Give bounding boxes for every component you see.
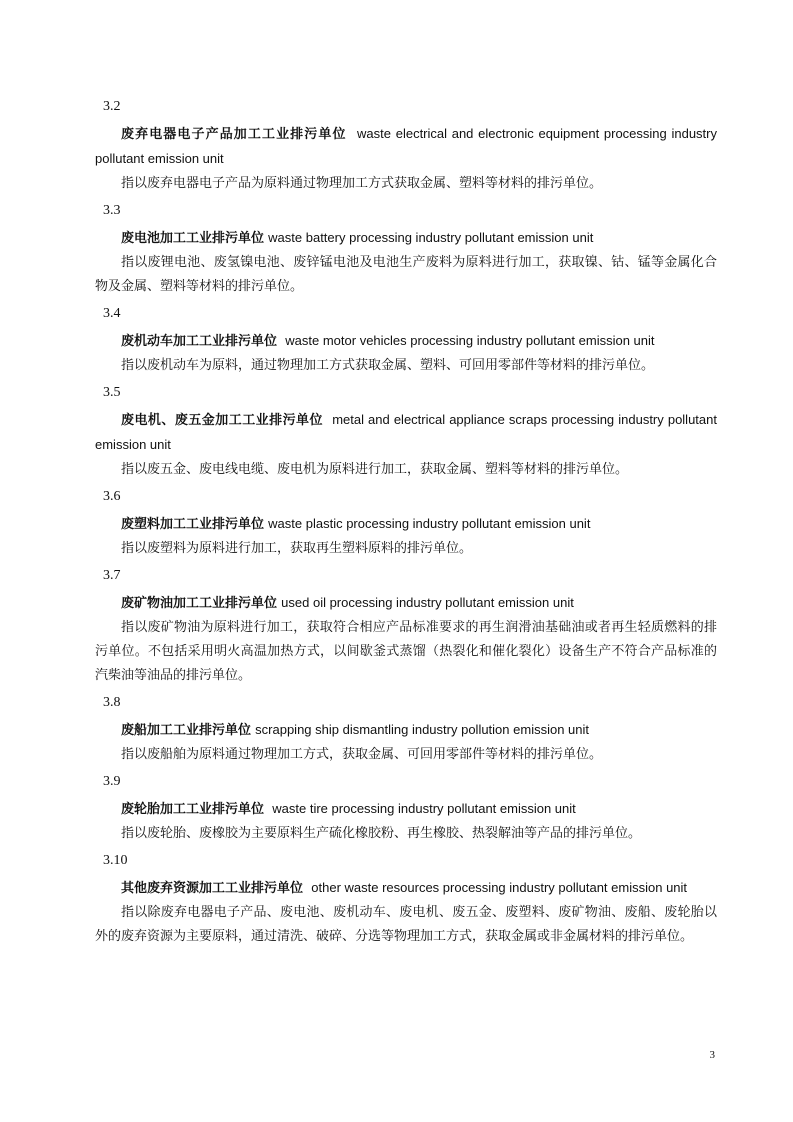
definition-entry xyxy=(95,95,717,196)
clause-number: 3.3 xyxy=(103,203,121,218)
definition-entry xyxy=(95,381,717,482)
term-chinese: 废弃电器电子产品加工工业排污单位 xyxy=(121,127,347,142)
clause-number: 3.5 xyxy=(103,385,121,400)
term-english: waste plastic processing industry pollutant emission unit xyxy=(268,516,591,531)
term-definition: 指以废塑料为原料进行加工，获取再生塑料原料的排污单位。 xyxy=(121,541,473,556)
definition-entry xyxy=(95,199,717,299)
term-english: waste tire processing industry pollutant emission unit xyxy=(272,801,576,816)
clause-number: 3.6 xyxy=(103,489,121,504)
definition-entry xyxy=(95,564,717,688)
term-english: metal and electrical appliance scraps processing industry pollutant emission unit xyxy=(95,412,717,452)
term-heading xyxy=(95,876,717,901)
term-heading xyxy=(95,591,717,616)
term-chinese: 废塑料加工工业排污单位 xyxy=(121,517,265,532)
definition-entry xyxy=(95,849,717,949)
term-chinese: 废机动车加工工业排污单位 xyxy=(121,334,278,349)
term-definition: 指以废机动车为原料，通过物理加工方式获取金属、塑料、可回用零部件等材料的排污单位。 xyxy=(121,358,655,373)
definition-entry xyxy=(95,770,717,846)
clause-number: 3.7 xyxy=(103,568,121,583)
term-english: waste electrical and electronic equipment processing industry pollutant emission unit xyxy=(95,126,717,166)
term-heading xyxy=(95,797,717,822)
term-english: waste battery processing industry pollutant emission unit xyxy=(268,230,594,245)
term-definition: 指以废五金、废电线电缆、废电机为原料进行加工，获取金属、塑料等材料的排污单位。 xyxy=(121,462,629,477)
term-chinese: 废电池加工工业排污单位 xyxy=(121,231,265,246)
clause-number: 3.2 xyxy=(103,99,121,114)
term-definition: 指以废锂电池、废氢镍电池、废锌锰电池及电池生产废料为原料进行加工，获取镍、钴、锰等金属化合物及金属、塑料等材料的排污单位。 xyxy=(95,255,717,294)
term-heading xyxy=(95,329,717,354)
term-definition: 指以废船舶为原料通过物理加工方式，获取金属、可回用零部件等材料的排污单位。 xyxy=(121,747,603,762)
term-heading xyxy=(95,226,717,251)
term-english: other waste resources processing industry pollutant emission unit xyxy=(311,880,688,895)
term-definition: 指以废矿物油为原料进行加工，获取符合相应产品标准要求的再生润滑油基础油或者再生轻质燃料的排污单位。不包括采用明火高温加热方式，以间歇釜式蒸馏（热裂化和催化裂化）设备生产不符合产品标准的汽柴油等油品的排污单位。 xyxy=(95,620,717,683)
term-english: scrapping ship dismantling industry pollution emission unit xyxy=(255,722,589,737)
definition-entry xyxy=(95,485,717,561)
term-definition: 指以除废弃电器电子产品、废电池、废机动车、废电机、废五金、废塑料、废矿物油、废船、废轮胎以外的废弃资源为主要原料，通过清洗、破碎、分选等物理加工方式，获取金属或非金属材料的排污单位。 xyxy=(95,905,717,944)
term-heading xyxy=(95,512,717,537)
term-heading xyxy=(95,408,717,458)
term-chinese: 废船加工工业排污单位 xyxy=(121,723,252,738)
term-chinese: 其他废弃资源加工工业排污单位 xyxy=(121,881,304,896)
term-chinese: 废电机、废五金加工工业排污单位 xyxy=(121,413,323,428)
clause-number: 3.10 xyxy=(103,853,128,868)
definitions-section xyxy=(95,92,717,949)
clause-number: 3.4 xyxy=(103,306,121,321)
clause-number: 3.8 xyxy=(103,695,121,710)
page-number: 3 xyxy=(709,1049,715,1061)
term-heading xyxy=(95,718,717,743)
term-definition: 指以废轮胎、废橡胶为主要原料生产硫化橡胶粉、再生橡胶、热裂解油等产品的排污单位。 xyxy=(121,826,642,841)
term-english: used oil processing industry pollutant emission unit xyxy=(281,595,574,610)
clause-number: 3.9 xyxy=(103,774,121,789)
term-chinese: 废矿物油加工工业排污单位 xyxy=(121,596,278,611)
term-heading xyxy=(95,122,717,172)
term-definition: 指以废弃电器电子产品为原料通过物理加工方式获取金属、塑料等材料的排污单位。 xyxy=(121,176,603,191)
term-english: waste motor vehicles processing industry pollutant emission unit xyxy=(285,333,655,348)
definition-entry xyxy=(95,302,717,378)
definition-entry xyxy=(95,691,717,767)
term-chinese: 废轮胎加工工业排污单位 xyxy=(121,802,265,817)
